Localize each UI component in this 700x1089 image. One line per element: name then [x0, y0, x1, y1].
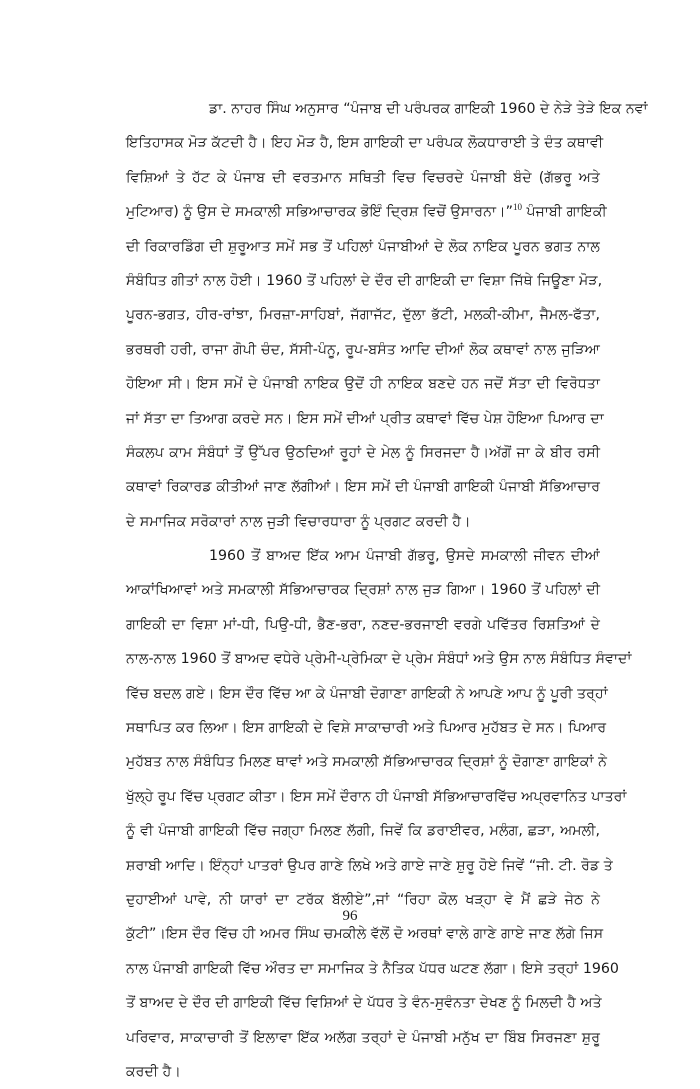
text-line: ਪਰਿਵਾਰ, ਸਾਕਾਚਾਰੀ ਤੋਂ ਇਲਾਵਾ ਇੱਕ ਅਲੱਗ ਤਰ੍ਹਾਂ ਦੇ ਪੰਜਾਬੀ ਮਨੁੱਖ ਦਾ ਬਿੰਬ ਸਿਰਜਣਾ ਸ਼ੁਰੂ — [126, 1029, 600, 1046]
text-line: ਜਾਂ ਸੱਤਾ ਦਾ ਤਿਆਗ ਕਰਦੇ ਸਨ। ਇਸ ਸਮੇਂ ਦੀਆਂ ਪ੍ਰੀਤ ਕਥਾਵਾਂ ਵਿੱਚ ਪੇਸ਼ ਹੋਇਆ ਪਿਆਰ ਦਾ — [126, 410, 604, 427]
footnote-marker: 10 — [512, 202, 522, 213]
paragraph-1 — [126, 92, 648, 539]
text-line: ਦੁਹਾਈਆਂ ਪਾਵੇ, ਨੀ ਯਾਰਾਂ ਦਾ ਟਰੱਕ ਬੱਲੀਏ”,ਜਾਂ “ਰਿਹਾ ਕੋਲ ਖੜ੍ਹਾ ਵੇ ਮੈਂ ਛੜੇ ਜੇਠ ਨੇ — [126, 891, 600, 908]
text-line: ਨਾਲ ਪੰਜਾਬੀ ਗਾਇਕੀ ਵਿੱਚ ਔਰਤ ਦਾ ਸਮਾਜਿਕ ਤੇ ਨੈਤਿਕ ਪੱਧਰ ਘਟਣ ਲੱਗਾ। ਇਸੇ ਤਰ੍ਹਾਂ 1960 — [126, 960, 619, 977]
text-line: ਮੁਹੱਬਤ ਨਾਲ ਸੰਬੰਧਿਤ ਮਿਲਣ ਥਾਵਾਂ ਅਤੇ ਸਮਕਾਲੀ ਸੱਭਿਆਚਾਰਕ ਦ੍ਰਿਸ਼ਾਂ ਨੂੰ ਦੋਗਾਣਾ ਗਾਇਕਾਂ ਨੇ — [126, 754, 607, 771]
text-line: 1960 ਤੋਂ ਬਾਅਦ ਇੱਕ ਆਮ ਪੰਜਾਬੀ ਗੱਭਰੂ, ਉਸਦੇ ਸਮਕਾਲੀ ਜੀਵਨ ਦੀਆਂ — [209, 548, 600, 565]
text-line: ਦੀ ਰਿਕਾਰਡਿੰਗ ਦੀ ਸ਼ੁਰੂਆਤ ਸਮੇਂ ਸਭ ਤੋਂ ਪਹਿਲਾਂ ਪੰਜਾਬੀਆਂ ਦੇ ਲੋਕ ਨਾਇਕ ਪੂਰਨ ਭਗਤ ਨਾਲ — [126, 238, 600, 255]
text-line: ਸ਼ਰਾਬੀ ਆਦਿ। ਇੰਨ੍ਹਾਂ ਪਾਤਰਾਂ ਉਪਰ ਗਾਣੇ ਲਿਖੇ ਅਤੇ ਗਾਏ ਜਾਣੇ ਸ਼ੁਰੂ ਹੋਏ ਜਿਵੇਂ “ਜੀ. ਟੀ. ਰੋਡ ਤੇ — [126, 857, 613, 874]
text-line: ਖੁੱਲ੍ਹੇ ਰੂਪ ਵਿੱਚ ਪ੍ਰਗਟ ਕੀਤਾ। ਇਸ ਸਮੇਂ ਦੌਰਾਨ ਹੀ ਪੰਜਾਬੀ ਸੱਭਿਆਚਾਰਵਿੱਚ ਅਪ੍ਰਵਾਨਿਤ ਪਾਤਰਾਂ — [126, 788, 627, 805]
text-line: ਆਕਾਂਖਿਆਵਾਂ ਅਤੇ ਸਮਕਾਲੀ ਸੱਭਿਆਚਾਰਕ ਦ੍ਰਿਸ਼ਾਂ ਨਾਲ ਜੁੜ ਗਿਆ। 1960 ਤੋਂ ਪਹਿਲਾਂ ਦੀ — [126, 582, 600, 599]
text-line: ਭਰਥਰੀ ਹਰੀ, ਰਾਜਾ ਗੋਪੀ ਚੰਦ, ਸੱਸੀ-ਪੰਨੂ, ਰੂਪ-ਬਸੰਤ ਆਦਿ ਦੀਆਂ ਲੋਕ ਕਥਾਵਾਂ ਨਾਲ ਜੁੜਿਆ — [126, 341, 600, 358]
text-line: ਹੋਇਆ ਸੀ। ਇਸ ਸਮੇਂ ਦੇ ਪੰਜਾਬੀ ਨਾਇਕ ਉਦੋਂ ਹੀ ਨਾਇਕ ਬਣਦੇ ਹਨ ਜਦੋਂ ਸੱਤਾ ਦੀ ਵਿਰੋਧਤਾ — [126, 376, 600, 393]
text-line: ਸੰਕਲਪ ਕਾਮ ਸੰਬੰਧਾਂ ਤੋਂ ਉੱਪਰ ਉਠਦਿਆਂ ਰੂਹਾਂ ਦੇ ਮੇਲ ਨੂੰ ਸਿਰਜਦਾ ਹੈ।ਅੱਗੋਂ ਜਾ ਕੇ ਬੀਰ ਰਸੀ — [126, 444, 600, 461]
text-line: ਕਥਾਵਾਂ ਰਿਕਾਰਡ ਕੀਤੀਆਂ ਜਾਣ ਲੱਗੀਆਂ। ਇਸ ਸਮੇਂ ਦੀ ਪੰਜਾਬੀ ਗਾਇਕੀ ਪੰਜਾਬੀ ਸੱਭਿਆਚਾਰ — [126, 479, 600, 496]
text-line: ਦੇ ਸਮਾਜਿਕ ਸਰੋਕਾਰਾਂ ਨਾਲ ਜੁੜੀ ਵਿਚਾਰਧਾਰਾ ਨੂੰ ਪ੍ਰਗਟ ਕਰਦੀ ਹੈ। — [126, 513, 471, 530]
line-tail-text: ਪੰਜਾਬੀ ਗਾਇਕੀ — [521, 204, 607, 221]
text-line: ਨਾਲ-ਨਾਲ 1960 ਤੋਂ ਬਾਅਦ ਵਧੇਰੇ ਪ੍ਰੇਮੀ-ਪ੍ਰੇਮਿਕਾ ਦੇ ਪ੍ਰੇਮ ਸੰਬੰਧਾਂ ਅਤੇ ਉਸ ਨਾਲ ਸੰਬੰਧਿਤ ਸੰਵਾਦਾਂ — [126, 651, 632, 668]
quote-end-text: ਮੁਟਿਆਰ) ਨੂੰ ਉਸ ਦੇ ਸਮਕਾਲੀ ਸਭਿਆਚਾਰਕ ਭੋਇੰ ਦ੍ਰਿਸ਼ ਵਿਚੋਂ ਉਸਾਰਨਾ।” — [126, 204, 513, 221]
text-line: ਤੋਂ ਬਾਅਦ ਦੇ ਦੌਰ ਦੀ ਗਾਇਕੀ ਵਿੱਚ ਵਿਸ਼ਿਆਂ ਦੇ ਪੱਧਰ ਤੇ ਵੰਨ-ਸੁਵੰਨਤਾ ਦੇਖਣ ਨੂੰ ਮਿਲਦੀ ਹੈ ਅਤੇ — [126, 995, 602, 1012]
body-text — [126, 92, 648, 1089]
text-line: ਸੰਬੰਧਿਤ ਗੀਤਾਂ ਨਾਲ ਹੋਈ। 1960 ਤੋਂ ਪਹਿਲਾਂ ਦੇ ਦੌਰ ਦੀ ਗਾਇਕੀ ਦਾ ਵਿਸ਼ਾ ਜਿੱਥੇ ਜਿਊਣਾ ਮੋੜ, — [126, 272, 603, 289]
text-line: ਇਤਿਹਾਸਕ ਮੋੜ ਕੱਟਦੀ ਹੈ। ਇਹ ਮੋੜ ਹੈ, ਇਸ ਗਾਇਕੀ ਦਾ ਪਰੰਪਕ ਲੋਕਧਾਰਾਈ ਤੇ ਦੰਤ ਕਥਾਵੀ — [126, 135, 604, 152]
text-line: ਸਥਾਪਿਤ ਕਰ ਲਿਆ। ਇਸ ਗਾਇਕੀ ਦੇ ਵਿਸ਼ੇ ਸਾਕਾਚਾਰੀ ਅਤੇ ਪਿਆਰ ਮੁਹੱਬਤ ਦੇ ਸਨ। ਪਿਆਰ — [126, 720, 607, 737]
text-line: ਕੁੱਟੀ”।ਇਸ ਦੌਰ ਵਿੱਚ ਹੀ ਅਮਰ ਸਿੰਘ ਚਮਕੀਲੇ ਵੱਲੋਂ ਦੋ ਅਰਥਾਂ ਵਾਲੇ ਗਾਣੇ ਗਾਏ ਜਾਣ ਲੱਗੇ ਜਿਸ — [126, 926, 604, 943]
text-line: ਵਿਸ਼ਿਆਂ ਤੇ ਹੱਟ ਕੇ ਪੰਜਾਬ ਦੀ ਵਰਤਮਾਨ ਸਥਿਤੀ ਵਿਚ ਵਿਚਰਦੇ ਪੰਜਾਬੀ ਬੰਦੇ (ਗੱਭਰੂ ਅਤੇ — [126, 169, 600, 186]
text-line: ਕਰਦੀ ਹੈ। — [126, 1063, 181, 1080]
text-line: ਡਾ. ਨਾਹਰ ਸਿੰਘ ਅਨੁਸਾਰ “ਪੰਜਾਬ ਦੀ ਪਰੰਪਰਕ ਗਾਇਕੀ 1960 ਦੇ ਨੇੜੇ ਤੇੜੇ ਇਕ ਨਵਾਂ — [209, 101, 648, 117]
page-number: 96 — [342, 908, 358, 924]
text-line-with-footnote — [126, 195, 607, 229]
text-line: ਪੂਰਨ-ਭਗਤ, ਹੀਰ-ਰਾਂਝਾ, ਮਿਰਜ਼ਾ-ਸਾਹਿਬਾਂ, ਜੱਗਾਜੱਟ, ਦੁੱਲਾ ਭੱਟੀ, ਮਲਕੀ-ਕੀਮਾ, ਜੈਮਲ-ਫੱਤਾ, — [126, 307, 600, 324]
paragraph-2 — [126, 539, 632, 1089]
text-line: ਨੂੰ ਵੀ ਪੰਜਾਬੀ ਗਾਇਕੀ ਵਿੱਚ ਜਗ੍ਹਾ ਮਿਲਣ ਲੱਗੀ, ਜਿਵੇਂ ਕਿ ਡਰਾਈਵਰ, ਮਲੰਗ, ਛੜਾ, ਅਮਲੀ, — [126, 823, 600, 840]
text-line: ਗਾਇਕੀ ਦਾ ਵਿਸ਼ਾ ਮਾਂ-ਧੀ, ਪਿਉ-ਧੀ, ਭੈਣ-ਭਰਾ, ਨਣਦ-ਭਰਜਾਈ ਵਰਗੇ ਪਵਿੱਤਰ ਰਿਸ਼ਤਿਆਂ ਦੇ — [126, 616, 600, 633]
text-line: ਵਿੱਚ ਬਦਲ ਗਏ। ਇਸ ਦੌਰ ਵਿੱਚ ਆ ਕੇ ਪੰਜਾਬੀ ਦੋਗਾਣਾ ਗਾਇਕੀ ਨੇ ਆਪਣੇ ਆਪ ਨੂੰ ਪੂਰੀ ਤਰ੍ਹਾਂ — [126, 685, 608, 702]
